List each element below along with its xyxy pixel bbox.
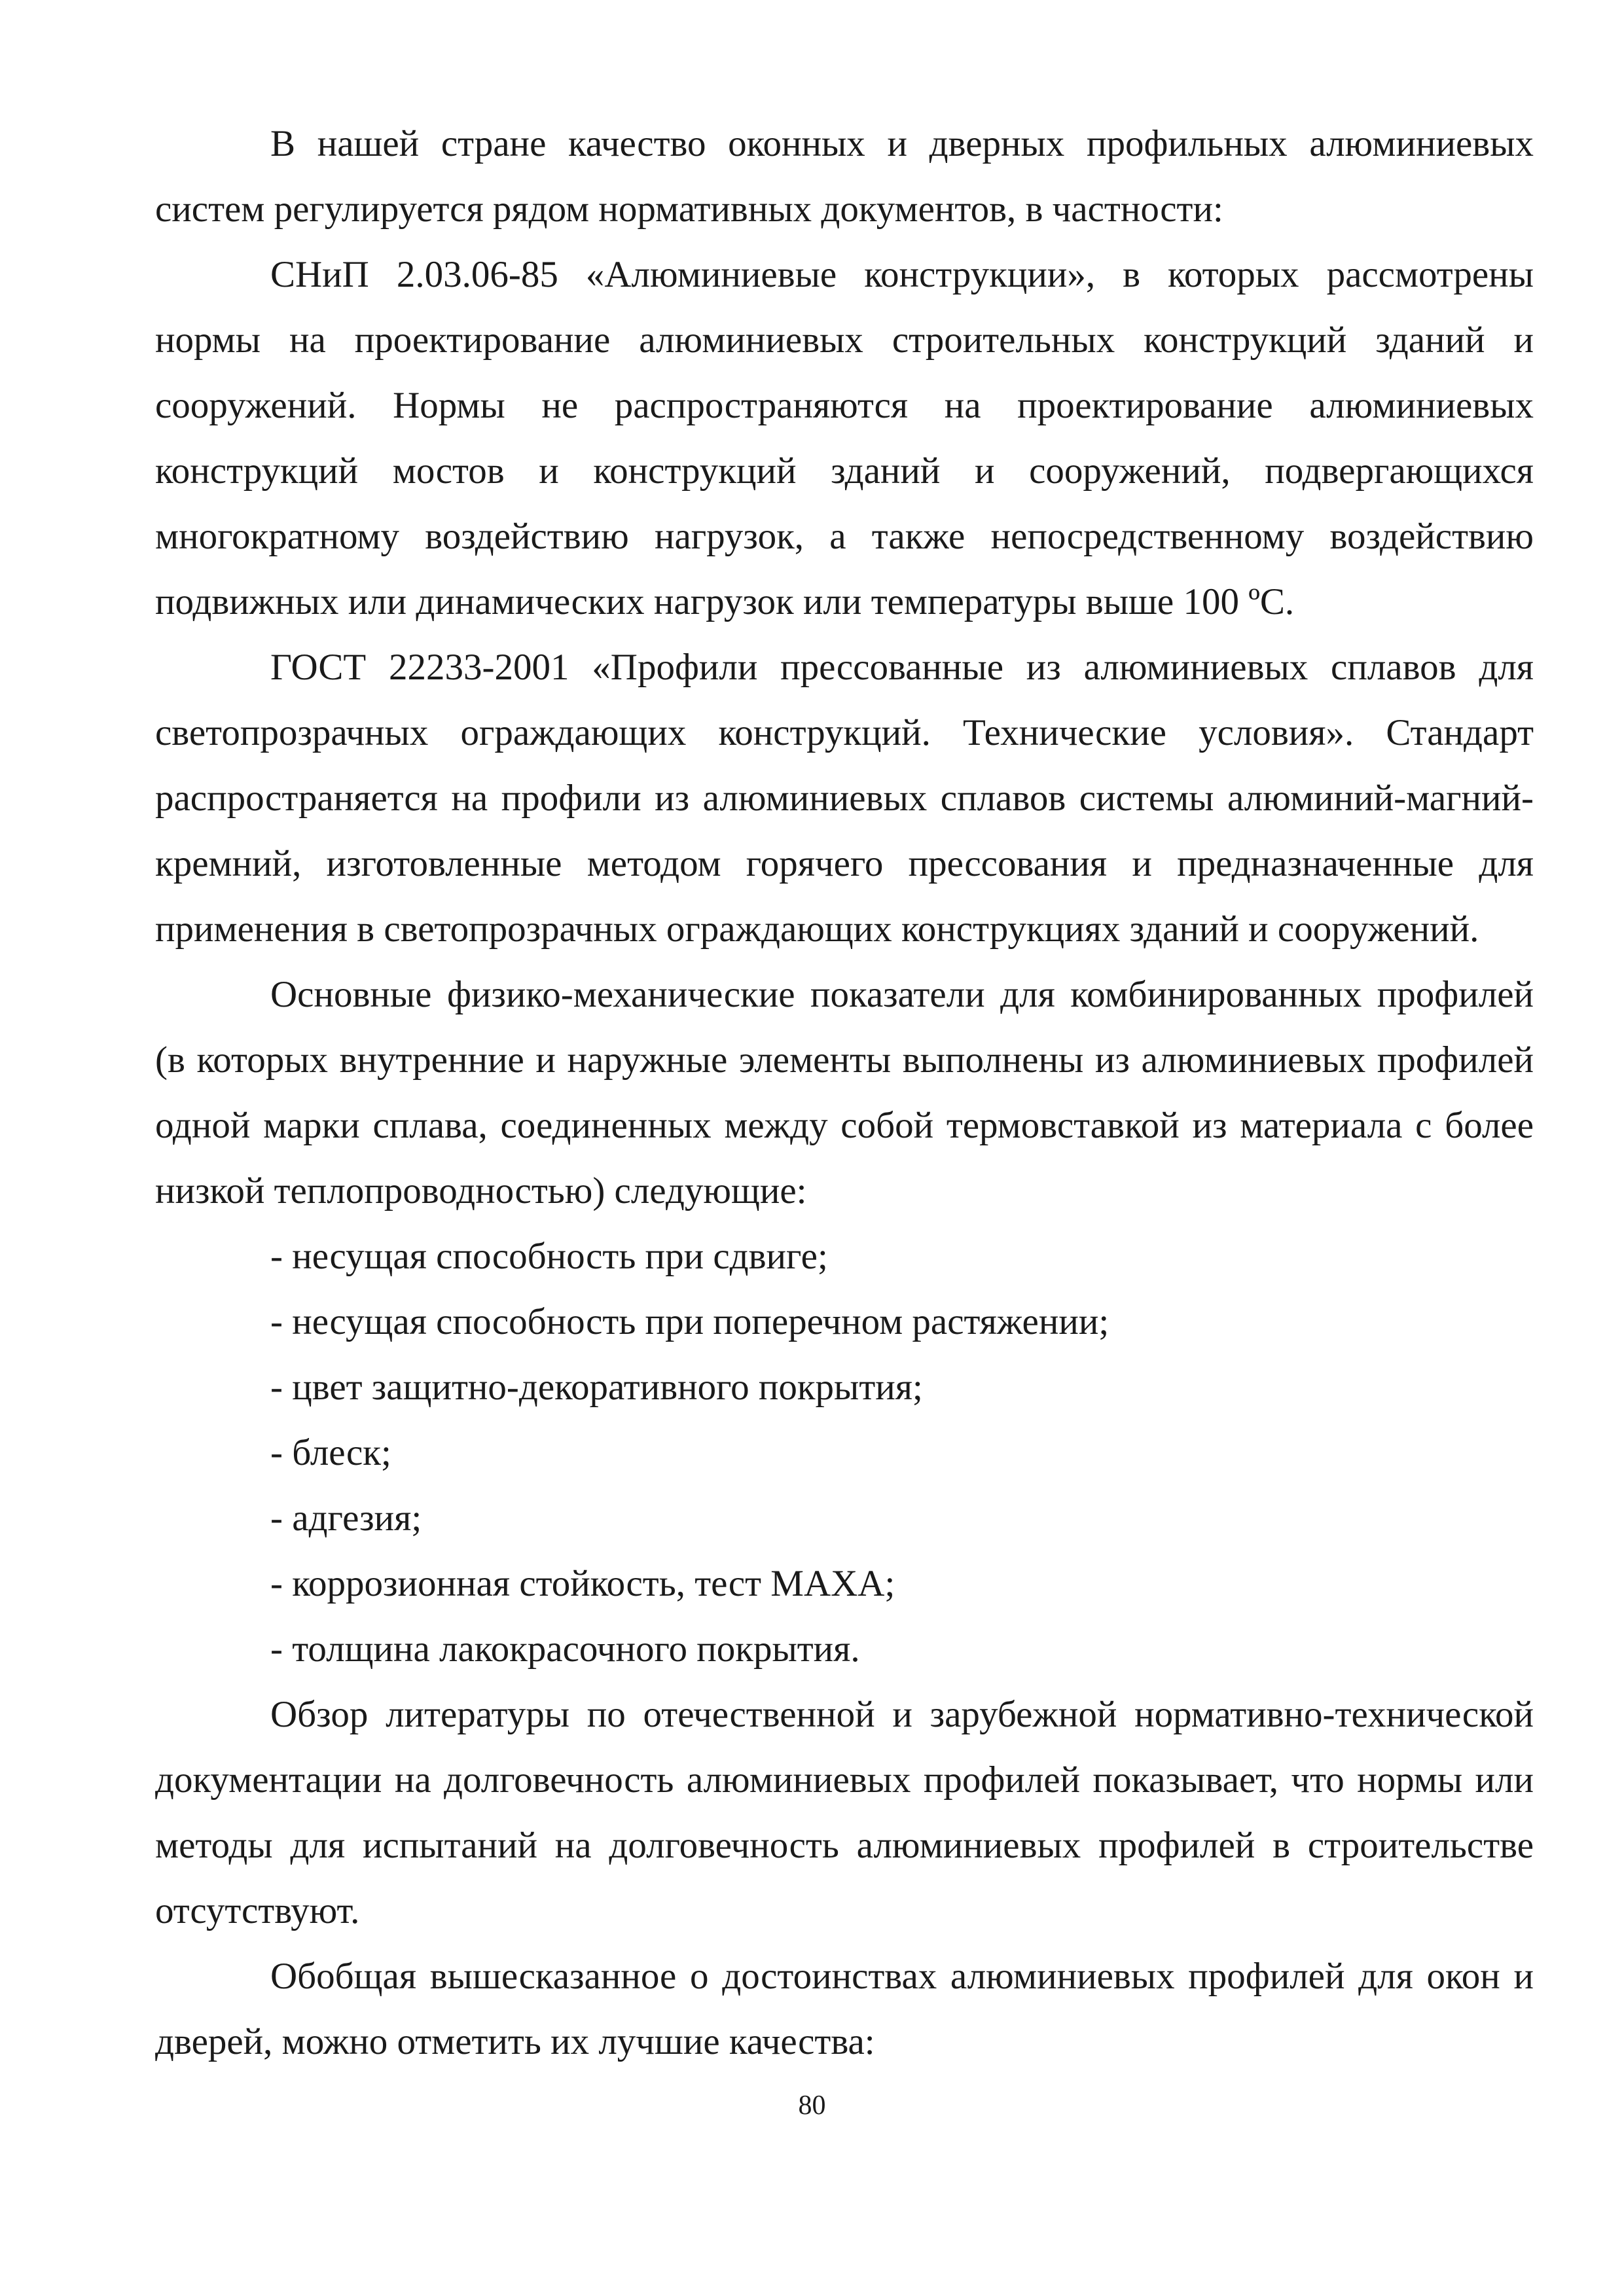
list-item: - несущая способность при сдвиге; [270, 1236, 828, 1277]
list-item: - блеск; [270, 1432, 391, 1473]
paragraph-summary: Обобщая вышесказанное о достоинствах алюминиевых профилей для окон и дверей, можно отметить их лучшие качества: [155, 1956, 1534, 2062]
paragraph-indicators: Основные физико-механические показатели для комбинированных профилей (в которых внутренние и наружные элементы выполнены из алюминиевых профилей одной марки сплава, соединенных между собой термовставкой из материала с более низкой теплопроводностью) следующие: [155, 974, 1534, 1211]
list-item: - цвет защитно-декоративного покрытия; [270, 1367, 923, 1408]
paragraph-snip: СНиП 2.03.06-85 «Алюминиевые конструкции», в которых рассмотрены нормы на проектирование алюминиевых строительных конструкций зданий и сооружений. Нормы не распространяются на проектирование алюминиевых конструкций мостов и конструкций зданий и сооружений, подвергающихся многократному воздействию нагрузок, а также непосредственному воздействию подвижных или динамических нагрузок или температуры выше 100 ºС. [155, 254, 1534, 622]
list-item: - несущая способность при поперечном растяжении; [270, 1301, 1110, 1342]
paragraph-gost: ГОСТ 22233-2001 «Профили прессованные из алюминиевых сплавов для светопрозрачных ограждающих конструкций. Технические условия». Стандарт распространяется на профили из алюминиевых сплавов системы алюминий-магний-кремний, изготовленные методом горячего прессования и предназначенные для применения в светопрозрачных ограждающих конструкциях зданий и сооружений. [155, 647, 1534, 950]
document-body [155, 111, 1534, 2075]
paragraph-intro: В нашей стране качество оконных и дверных профильных алюминиевых систем регулируется рядом нормативных документов, в частности: [155, 123, 1534, 230]
paragraph-literature-review: Обзор литературы по отечественной и зарубежной нормативно-технической документации на долговечность алюминиевых профилей показывает, что нормы или методы для испытаний на долговечность алюминиевых профилей в строительстве отсутствуют. [155, 1694, 1534, 1931]
list-item: - адгезия; [270, 1498, 422, 1539]
list-item: - коррозионная стойкость, тест МАХА; [270, 1563, 895, 1604]
page-number: 80 [798, 2090, 826, 2121]
list-item: - толщина лакокрасочного покрытия. [270, 1628, 860, 1670]
indicator-list [155, 1224, 1534, 1682]
